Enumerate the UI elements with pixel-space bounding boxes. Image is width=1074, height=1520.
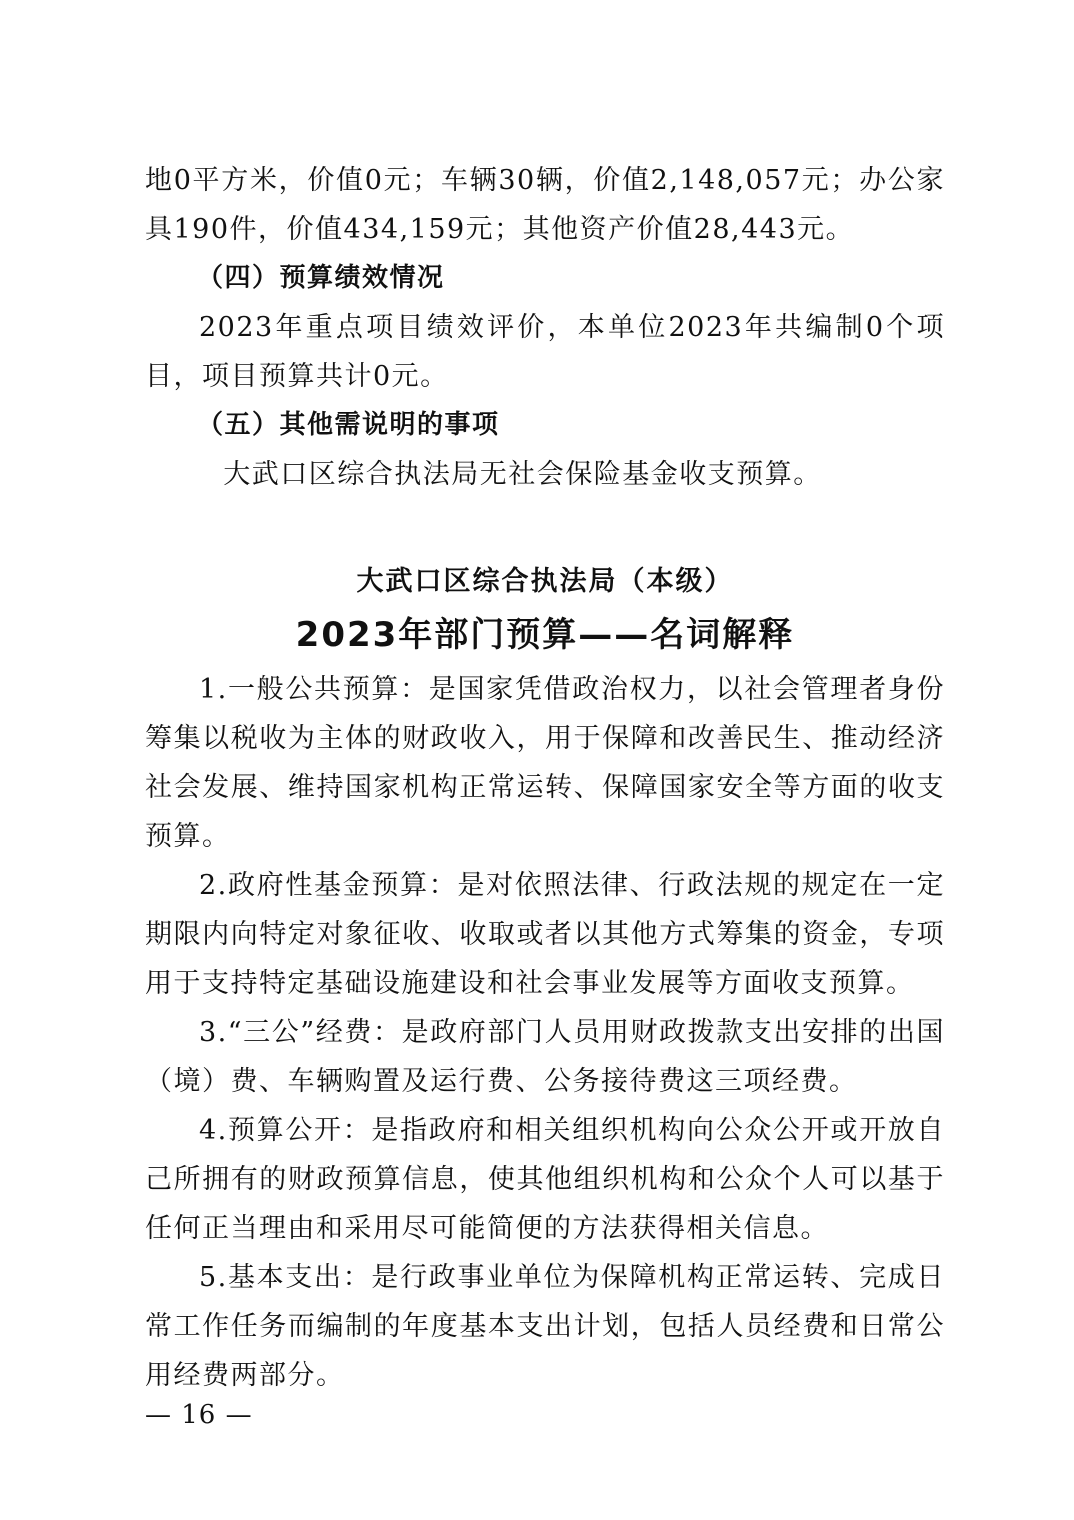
glossary-item-general-public-budget: 1.一般公共预算：是国家凭借政治权力，以社会管理者身份筹集以税收为主体的财政收入，用于保障和改善民生、推动经济社会发展、维持国家机构正常运转、保障国家安全等方面的收支预算。 — [145, 674, 945, 852]
glossary-title-line1: 大武口区综合执法局（本级） — [356, 566, 734, 597]
assets-paragraph-continued: 地0平方米，价值0元；车辆30辆，价值2,148,057元；办公家具190件，价值434,159元；其他资产价值28,443元。 — [145, 165, 945, 245]
other-matters-paragraph: 大武口区综合执法局无社会保险基金收支预算。 — [223, 459, 822, 490]
section-heading-other-matters: （五）其他需说明的事项 — [197, 410, 500, 440]
page-number: — 16 — — [145, 1400, 253, 1430]
page-content — [145, 156, 945, 1400]
budget-performance-paragraph: 2023年重点项目绩效评价，本单位2023年共编制0个项目，项目预算共计0元。 — [145, 312, 945, 392]
glossary-title-line2: 2023年部门预算——名词解释 — [295, 615, 795, 655]
glossary-item-budget-disclosure: 4.预算公开：是指政府和相关组织机构向公众公开或开放自己所拥有的财政预算信息，使其他组织机构和公众个人可以基于任何正当理由和采用尽可能简便的方法获得相关信息。 — [145, 1115, 945, 1244]
glossary-item-government-fund-budget: 2.政府性基金预算：是对依照法律、行政法规的规定在一定期限内向特定对象征收、收取或者以其他方式筹集的资金，专项用于支持特定基础设施建设和社会事业发展等方面收支预算。 — [145, 870, 945, 999]
section-heading-budget-performance: （四）预算绩效情况 — [197, 263, 445, 293]
glossary-item-three-public-expenses: 3.“三公”经费：是政府部门人员用财政拨款支出安排的出国（境）费、车辆购置及运行费、公务接待费这三项经费。 — [145, 1017, 945, 1097]
glossary-item-basic-expenditure: 5.基本支出：是行政事业单位为保障机构正常运转、完成日常工作任务而编制的年度基本支出计划，包括人员经费和日常公用经费两部分。 — [145, 1262, 945, 1391]
